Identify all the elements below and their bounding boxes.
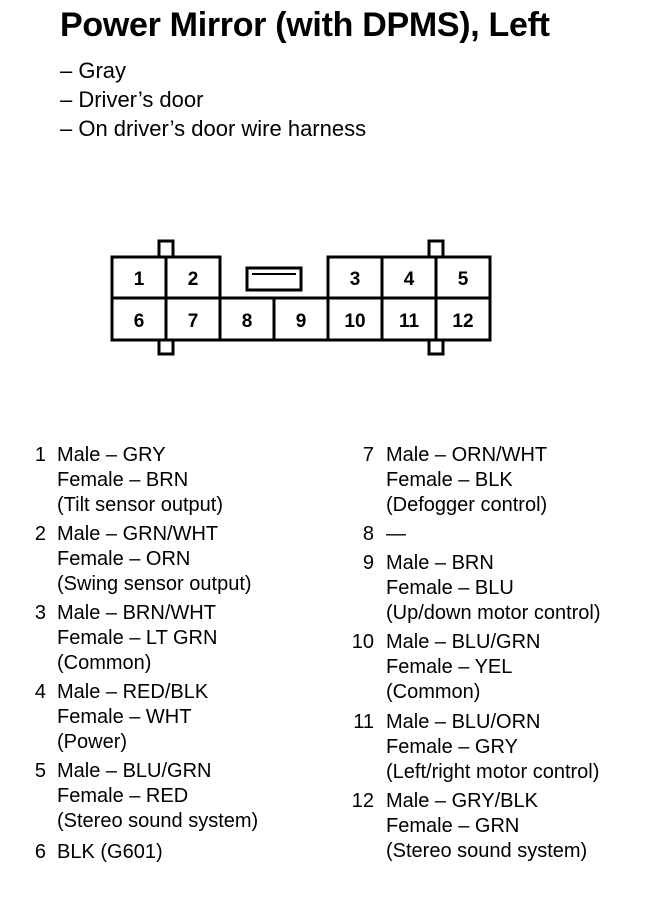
pin-number: 4 [34,681,46,703]
pin-detail-line: Female – LT GRN [57,627,218,649]
pin-detail-line: (Common) [57,652,152,674]
pin-details [386,789,587,864]
page-title: Power Mirror (with DPMS), Left [60,6,550,44]
pin-details [386,443,547,518]
connector-bottom-tab-left [159,340,173,354]
pin-detail-line: Male – ORN/WHT [386,444,548,466]
pin-details [57,840,163,865]
pin-detail-line: (Tilt sensor output) [57,494,223,516]
subtitle-location: – Driver’s door [60,87,204,112]
connector-cell-label: 3 [349,269,361,290]
pin-detail-line: Male – BRN [386,552,494,574]
pin-detail-line: Male – GRY/BLK [386,790,538,812]
pin-details [386,630,541,705]
pin-number: 5 [34,760,46,782]
pin-detail-line: — [386,523,406,545]
pin-detail-line: (Swing sensor output) [57,573,252,595]
pin-detail-line: Female – BLU [386,577,514,599]
pin-detail-line: (Up/down motor control) [386,602,601,624]
pin-details [57,759,258,834]
subtitle-color: – Gray [60,58,127,83]
connector-cell-label: 6 [133,311,145,332]
connector-bottom-tab-right [429,340,443,354]
connector-cell-label: 11 [398,311,420,332]
pin-number: 2 [34,523,46,545]
pin-number: 1 [34,444,46,466]
pin-number: 7 [362,444,374,466]
pin-detail-line: (Common) [386,681,481,703]
pin-details [386,551,601,626]
pin-detail-line: (Power) [57,731,128,753]
connector-cell-label: 1 [133,269,145,290]
pin-detail-line: Male – RED/BLK [57,681,209,703]
pin-detail-line: (Stereo sound system) [57,810,259,832]
pin-detail-line: Male – GRY [57,444,166,466]
pin-detail-line: Male – GRN/WHT [57,523,219,545]
pin-number: 10 [351,631,374,653]
pin-detail-line: Female – YEL [386,656,513,678]
connector-cell-label: 7 [187,311,199,332]
pin-number: 6 [34,841,46,863]
pin-number: 11 [353,711,374,733]
connector-cell-label: 10 [344,311,366,332]
connector-diagram [0,0,672,400]
connector-cell-label: 4 [403,269,415,290]
connector-latch [247,268,301,290]
pin-detail-line: (Left/right motor control) [386,761,600,783]
connector-cell-label: 2 [187,269,199,290]
pin-detail-line: Female – GRY [386,736,518,758]
pin-detail-line: Male – BLU/GRN [386,631,541,653]
connector-top-tab-right [429,241,443,257]
pin-detail-line: Female – RED [57,785,189,807]
connector-cell-label: 8 [241,311,253,332]
connector-cell-label: 5 [457,269,469,290]
pin-details [386,710,599,785]
pin-details [57,601,217,676]
pin-details [57,680,208,755]
connector-cell-label: 12 [452,311,474,332]
pin-number: 12 [351,790,374,812]
pin-detail-line: BLK (G601) [57,841,163,863]
pin-details [57,443,223,518]
pin-number: 3 [34,602,46,624]
pin-detail-line: Female – ORN [57,548,191,570]
pin-detail-line: Female – BRN [57,469,189,491]
pin-detail-line: Male – BLU/GRN [57,760,212,782]
pin-detail-line: Female – BLK [386,469,513,491]
pin-number: 8 [362,523,374,545]
pin-number: 9 [362,552,374,574]
pin-detail-line: Male – BLU/ORN [386,711,541,733]
connector-top-tab-left [159,241,173,257]
subtitle-harness: – On driver’s door wire harness [60,116,367,141]
pin-detail-line: (Stereo sound system) [386,840,588,862]
pin-details [57,522,252,597]
pin-detail-line: Female – WHT [57,706,192,728]
pin-detail-line: Female – GRN [386,815,520,837]
connector-cell-label: 9 [295,311,307,332]
pin-details [386,522,406,547]
pin-detail-line: (Defogger control) [386,494,548,516]
pin-detail-line: Male – BRN/WHT [57,602,216,624]
